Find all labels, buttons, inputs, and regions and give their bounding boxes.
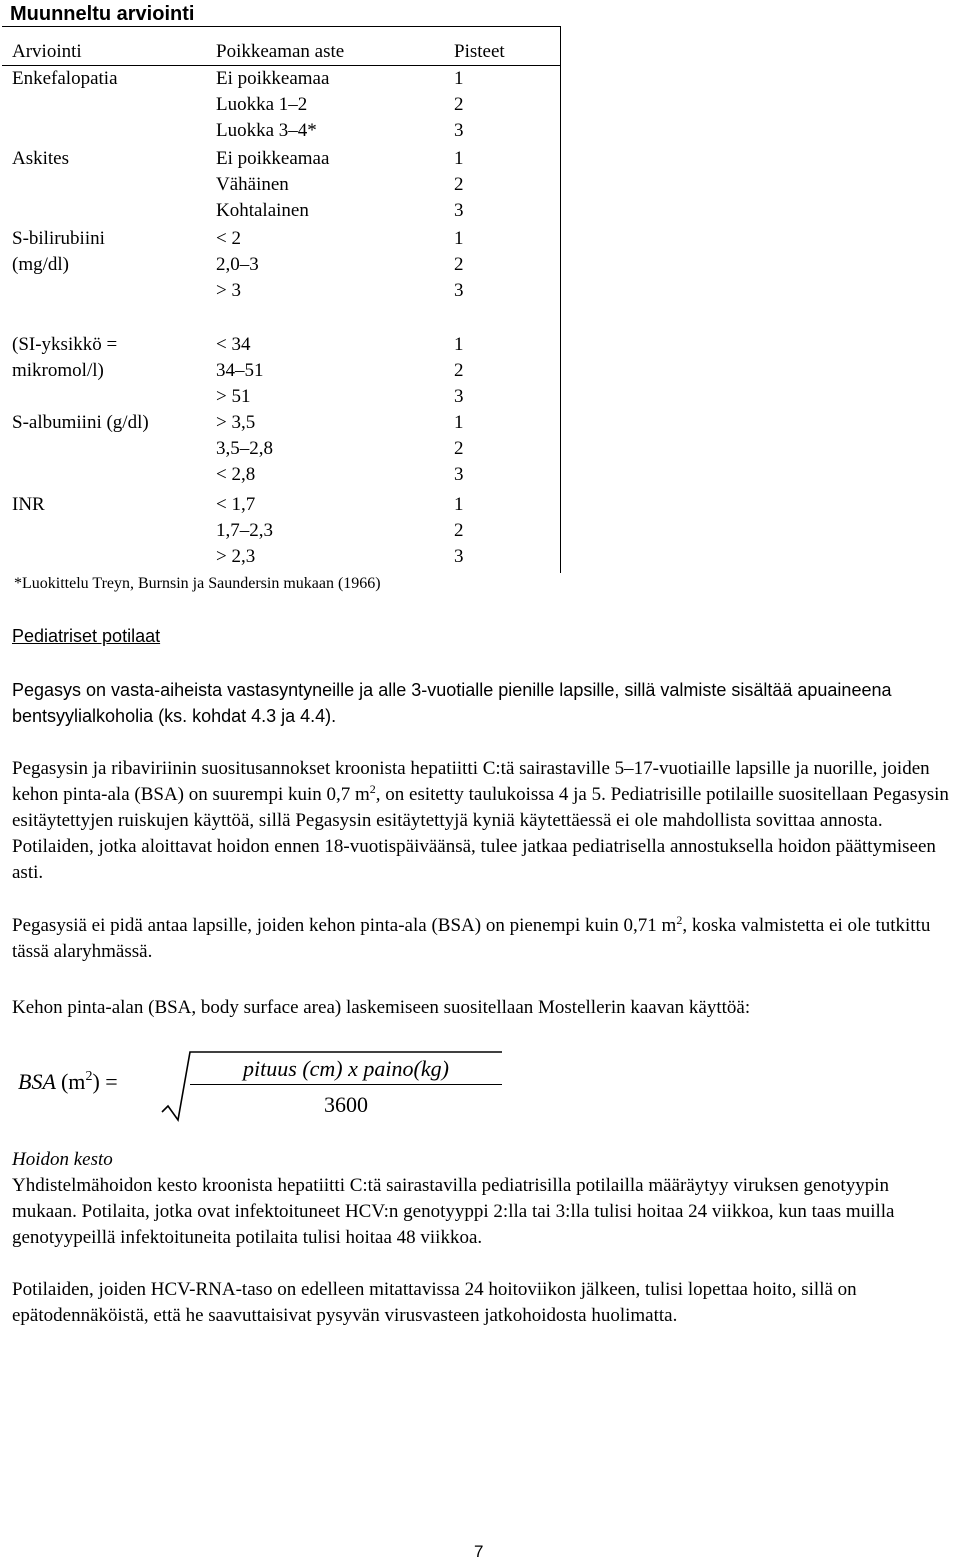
- duration-heading: Hoidon kesto: [12, 1149, 113, 1170]
- paragraph-mosteller: Kehon pinta-alan (BSA, body surface area) laskemiseen suositellaan Mostellerin kaavan käyttöä:: [12, 997, 751, 1018]
- table-row-points: 3: [454, 546, 464, 567]
- formula-lhs-unit: (m: [60, 1069, 86, 1094]
- table-row-grade: 34–51: [216, 360, 264, 381]
- table-row-label-line2: mikromol/l): [12, 360, 104, 381]
- table-row-points: 3: [454, 200, 464, 221]
- table-row-points: 1: [454, 148, 464, 169]
- table-row-grade: > 51: [216, 386, 251, 407]
- table-row-label: Enkefalopatia: [12, 68, 118, 89]
- paragraph-contraindication: Pegasys on vasta-aiheista vastasyntyneille ja alle 3-vuotialle pienille lapsille, sillä valmiste sisältää apuaineena bentsyylialkoholia (ks. kohdat 4.3 ja 4.4).: [12, 680, 892, 726]
- table-row-grade: 1,7–2,3: [216, 520, 273, 541]
- formula-lhs-symbol: BSA: [18, 1069, 56, 1094]
- formula-lhs: [18, 1067, 118, 1097]
- table-row-label-line2: (mg/dl): [12, 254, 69, 275]
- table-row-points: 1: [454, 494, 464, 515]
- table-row-grade: > 2,3: [216, 546, 256, 567]
- table-row-label: Askites: [12, 148, 69, 169]
- table-row-grade: < 2: [216, 228, 241, 249]
- table-row-label: (SI-yksikkö =: [12, 334, 118, 355]
- table-row-label: INR: [12, 494, 45, 515]
- table-row-points: 2: [454, 254, 464, 275]
- paragraph-duration: Yhdistelmähoidon kesto kroonista hepatiitti C:tä sairastavilla pediatrisilla potilailla määräytyy viruksen genotyypin mukaan. Potilaita, jotka ovat infektoituneet HCV:n genotyyppi 2:lla tai 3:lla tulisi hoitaa 24 viikkoa, kun taas muilla genotyypeillä infektoituneita potilaita tulisi hoitaa 48 viikkoa.: [12, 1175, 895, 1248]
- paragraph-bsa-limit-text-a: Pegasysiä ei pidä antaa lapsille, joiden kehon pinta-ala (BSA) on pienempi kuin 0,71 m: [12, 915, 677, 936]
- table-row-points: 3: [454, 280, 464, 301]
- paragraph-bsa-limit-text-b: , koska valmistetta ei ole tutkittu tässä alaryhmässä.: [12, 915, 931, 962]
- paragraph-stopping-rule: Potilaiden, joiden HCV-RNA-taso on edelleen mitattavissa 24 hoitoviikon jälkeen, tulisi lopettaa hoito, sillä on epätodennäköistä, että he saavuttaisivat pysyvän virusvasteen jatkohoidosta huolimatta.: [12, 1279, 857, 1326]
- table-row-points: 2: [454, 520, 464, 541]
- paragraph-dosing-text-a: Pegasysin ja ribaviriinin suositusannokset kroonista hepatiitti C:tä sairastaville 5–17-vuotiaille lapsille ja nuorille, joiden kehon pinta-ala (BSA) on suurempi kuin 0,7 m: [12, 758, 930, 805]
- table-row-grade: Kohtalainen: [216, 200, 309, 221]
- paragraph-dosing: [12, 756, 952, 886]
- table-row-label: S-albumiini (g/dl): [12, 412, 149, 433]
- table-row-grade: Ei poikkeamaa: [216, 148, 330, 169]
- table-row-points: 1: [454, 68, 464, 89]
- table-footnote: *Luokittelu Treyn, Burnsin ja Saundersin mukaan (1966): [14, 575, 381, 592]
- table-row-grade: > 3,5: [216, 412, 256, 433]
- fraction-bar: [190, 1084, 502, 1085]
- section-title: Muunneltu arviointi: [10, 3, 195, 25]
- page-number: 7: [474, 1542, 484, 1561]
- table-row-grade: Ei poikkeamaa: [216, 68, 330, 89]
- table-header-grade: Poikkeaman aste: [216, 41, 345, 62]
- formula-lhs-close: ) =: [92, 1069, 118, 1094]
- table-row-points: 3: [454, 386, 464, 407]
- table-header-assessment: Arviointi: [12, 41, 82, 62]
- formula-numerator: pituus (cm) x paino(kg): [243, 1056, 449, 1081]
- table-row-grade: Vähäinen: [216, 174, 289, 195]
- pediatric-heading: Pediatriset potilaat: [12, 626, 161, 646]
- table-row-grade: < 1,7: [216, 494, 256, 515]
- table-header-points: Pisteet: [454, 41, 505, 62]
- formula-denominator: 3600: [324, 1092, 368, 1117]
- superscript: 2: [676, 913, 683, 927]
- table-row-grade: Luokka 3–4*: [216, 120, 317, 141]
- table-row-points: 3: [454, 464, 464, 485]
- table-row-points: 1: [454, 228, 464, 249]
- table-row-points: 2: [454, 94, 464, 115]
- table-row-grade: < 2,8: [216, 464, 256, 485]
- superscript: 2: [369, 782, 376, 796]
- table-row-grade: > 3: [216, 280, 241, 301]
- table-row-points: 2: [454, 360, 464, 381]
- paragraph-bsa-limit: [12, 913, 952, 965]
- table-row-points: 1: [454, 334, 464, 355]
- table-row-grade: < 34: [216, 334, 251, 355]
- paragraph-dosing-text-b: , on esitetty taulukoissa 4 ja 5. Pediatrisille potilaille suositellaan Pegasysin esitäytettyjen ruiskujen käyttöä, sillä Pegasysin esitäytettyjä kyniä käytettäessä ei ole mahdollista sovittaa annosta. Potilaiden, jotka aloittavat hoidon ennen 18-vuotispäiväänsä, tulee jatkaa pediatrisella annostuksella hoidon päättymiseen asti.: [12, 784, 949, 883]
- table-row-grade: 3,5–2,8: [216, 438, 273, 459]
- table-row-points: 1: [454, 412, 464, 433]
- table-row-label: S-bilirubiini: [12, 228, 105, 249]
- table-row-points: 2: [454, 174, 464, 195]
- table-row-points: 2: [454, 438, 464, 459]
- table-row-points: 3: [454, 120, 464, 141]
- table-row-grade: Luokka 1–2: [216, 94, 308, 115]
- table-row-grade: 2,0–3: [216, 254, 259, 275]
- formula-lhs-sup: 2: [85, 1069, 93, 1084]
